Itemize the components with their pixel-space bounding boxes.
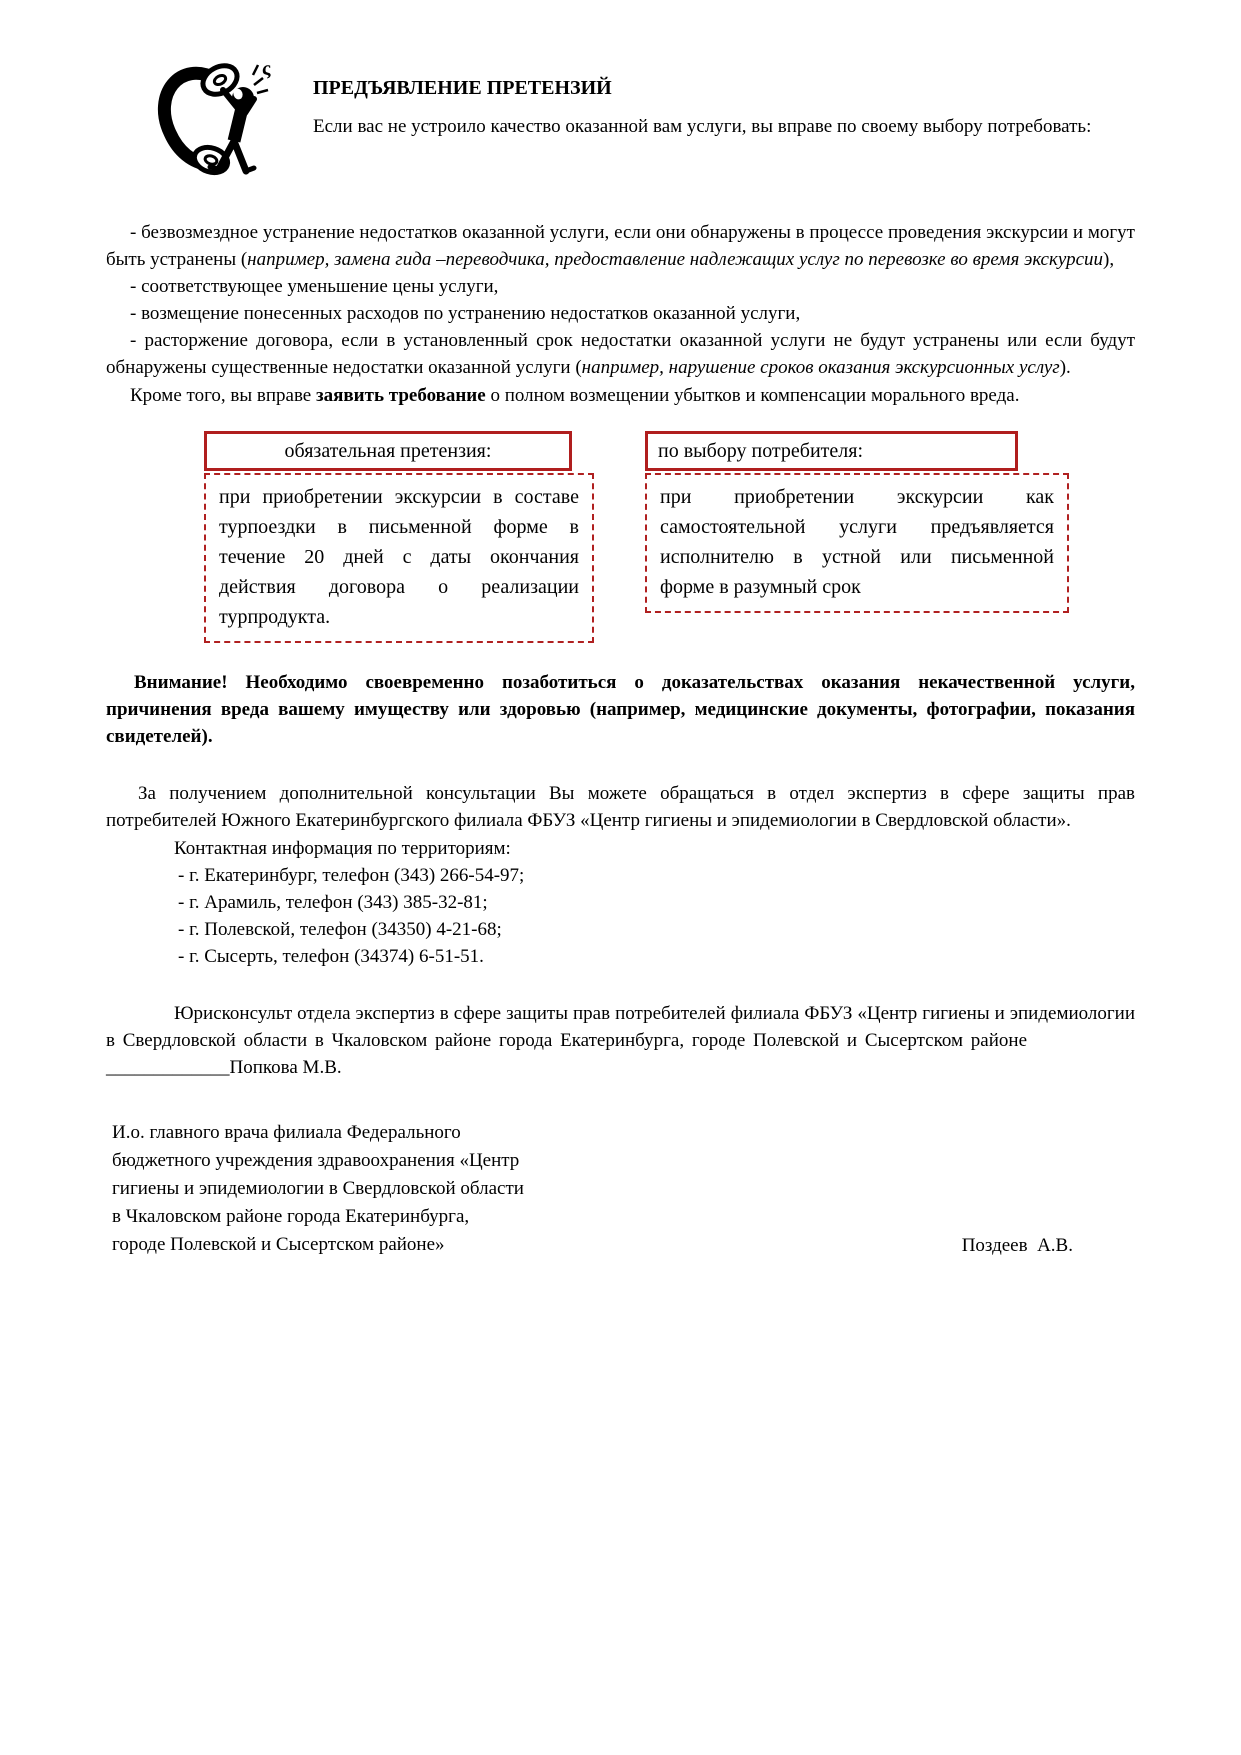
demands-list [106, 219, 1135, 381]
demand-item [106, 300, 1135, 327]
consumer-choice-header-box: по выбору потребителя: [645, 431, 1018, 471]
signatory-position [112, 1119, 524, 1259]
demand-example: например, замена гида –переводчика, предоставление надлежащих услуг по перевозке во время экскурсии [247, 249, 1103, 270]
demand-text: - расторжение договора, если в установленный срок недостатки оказанной услуги не будут устранены или если будут обнаружены существенные недостатки оказанной услуги ( [106, 330, 1135, 378]
demand-text: - соответствующее уменьшение цены услуги, [130, 276, 499, 297]
claim-column-consumer-choice [645, 431, 1069, 643]
mandatory-claim-header-box: обязательная претензия: [204, 431, 572, 471]
contact-line: - г. Полевской, телефон (34350) 4-21-68; [178, 919, 502, 940]
jurisconsult-paragraph [106, 1000, 1135, 1081]
contacts-heading: Контактная информация по территориям: [174, 838, 511, 859]
demand-text: - безвозмездное устранение недостатков оказанной услуги, если они обнаружены в процессе проведения экскурсии и могут быть устранены ( [106, 222, 1135, 270]
signatory-position-line: гигиены и эпидемиологии в Свердловской области [112, 1178, 524, 1199]
addition-after: о полном возмещении убытков и компенсации морального вреда. [485, 385, 1020, 406]
contact-line: - г. Екатеринбург, телефон (343) 266-54-97; [178, 865, 525, 886]
demand-suffix: ), [1103, 249, 1115, 270]
intro-paragraph: Если вас не устроило качество оказанной вам услуги, вы вправе по своему выбору потребовать: [313, 116, 1092, 137]
demand-text: - возмещение понесенных расходов по устранению недостатков оказанной услуги, [130, 303, 801, 324]
demand-item [106, 273, 1135, 300]
consumer-choice-body-box: при приобретении экскурсии как самостоятельной услуги предъявляется исполнителю в устной или письменной форме в разумный срок [645, 473, 1069, 613]
jurisconsult-name: Попкова М.В. [229, 1057, 342, 1078]
document-header [106, 55, 1135, 207]
signatory-position-line: в Чкаловском районе города Екатеринбурга, [112, 1206, 470, 1227]
signatory-position-line: городе Полевской и Сысертском районе» [112, 1234, 445, 1255]
mandatory-claim-body-box: при приобретении экскурсии в составе турпоездки в письменной форме в течение 20 дней с даты окончания действия договора о реализации турпродукта. [204, 473, 594, 643]
warning-paragraph: Внимание! Необходимо своевременно позаботиться о доказательствах оказания некачественной услуги, причинения вреда вашему имуществу или здоровью (например, медицинские документы, фотографии, показания свидетелей). [106, 672, 1135, 747]
signatory-position-line: И.о. главного врача филиала Федерального [112, 1122, 461, 1143]
consultation-paragraph: За получением дополнительной консультации Вы можете обращаться в отдел экспертиз в сфере защиты прав потребителей Южного Екатеринбургского филиала ФБУЗ «Центр гигиены и эпидемиологии в Свердловской области». [106, 783, 1135, 831]
phone-caller-icon [150, 55, 275, 180]
addition-before: Кроме того, вы вправе [130, 385, 316, 406]
svg-text:ς: ς [262, 58, 271, 80]
addition-paragraph [106, 382, 1135, 409]
signatory-name: Поздеев А.В. [961, 1235, 1073, 1256]
signature-block [106, 1119, 1135, 1259]
page-title: ПРЕДЪЯВЛЕНИЕ ПРЕТЕНЗИЙ [313, 77, 612, 99]
jurisconsult-text: Юрисконсульт отдела экспертиз в сфере защиты прав потребителей филиала ФБУЗ «Центр гигиены и эпидемиологии в Свердловской области в Чкаловском районе города Екатеринбурга, городе Полевской и Сысертском районе [106, 1003, 1135, 1051]
demand-item [106, 327, 1135, 381]
signatory-position-line: бюджетного учреждения здравоохранения «Центр [112, 1150, 520, 1171]
addition-bold: заявить требование [316, 385, 486, 406]
demand-suffix: ). [1059, 357, 1071, 378]
demand-item [106, 219, 1135, 273]
contact-line: - г. Сысерть, телефон (34374) 6-51-51. [178, 946, 484, 967]
demand-example: например, нарушение сроков оказания экскурсионных услуг [581, 357, 1060, 378]
signature-blank-line: _____________ [106, 1057, 230, 1078]
claim-column-mandatory [204, 431, 594, 643]
contact-line: - г. Арамиль, телефон (343) 385-32-81; [178, 892, 488, 913]
claims-row [204, 431, 1135, 643]
